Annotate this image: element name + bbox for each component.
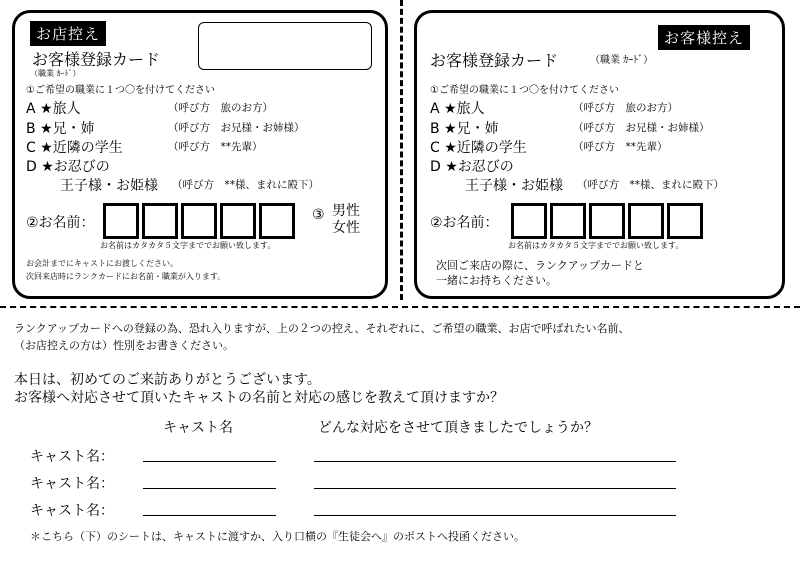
store-footer-line1: お会計までにキャストにお渡しください。 xyxy=(26,259,178,268)
customer-card-instruction: ①ご希望の職業に１つ〇を付けてください xyxy=(430,85,619,96)
customer-job-a-label[interactable]: A ★旅人 xyxy=(430,101,485,117)
customer-footer-line1: 次回ご来店の際に、ランクアップカードと xyxy=(436,259,644,272)
customer-job-c-label[interactable]: C ★近隣の学生 xyxy=(430,140,527,156)
col-header-cast: キャスト名 xyxy=(163,420,233,436)
cast-row-2-response-line[interactable] xyxy=(314,488,676,489)
store-name-box-3[interactable] xyxy=(181,203,217,239)
bottom-instruction-line1: ランクアップカードへの登録の為、恐れ入りますが、上の２つの控え、それぞれに、ご希望の職業、お店で呼ばれたい名前、 xyxy=(14,322,630,335)
customer-job-d-yobi: （呼び方 **様、まれに殿下） xyxy=(577,179,724,191)
bottom-footnote: ＊こちら（下）のシートは、キャストに渡すか、入り口横の『生徒会へ』のポストへ投函ください。 xyxy=(30,530,525,543)
customer-name-box-4[interactable] xyxy=(628,203,664,239)
store-job-b-label[interactable]: B ★兄・姉 xyxy=(26,121,95,137)
store-gender-female[interactable]: 女性 xyxy=(332,220,360,236)
cast-row-3-response-line[interactable] xyxy=(314,515,676,516)
cast-row-1-label: キャスト名： xyxy=(30,449,114,465)
cast-row-1-name-line[interactable] xyxy=(143,461,276,462)
customer-job-c-yobi: （呼び方 **先輩） xyxy=(573,141,668,153)
store-job-b-yobi: （呼び方 お兄様・お姉様） xyxy=(168,122,305,134)
customer-job-d-label-2[interactable]: 王子様・お姫様 xyxy=(465,178,563,194)
store-gender-male[interactable]: 男性 xyxy=(332,203,360,219)
thanks-line1: 本日は、初めてのご来訪ありがとうございます。 xyxy=(14,372,321,388)
store-card-title: お客様登録カード xyxy=(32,50,161,69)
vertical-cut-line xyxy=(400,0,403,300)
cast-row-1-response-line[interactable] xyxy=(314,461,676,462)
cast-row-3-label: キャスト名： xyxy=(30,503,114,519)
customer-job-a-yobi: （呼び方 旅のお方） xyxy=(573,102,678,114)
customer-name-box-3[interactable] xyxy=(589,203,625,239)
store-job-a-label[interactable]: A ★旅人 xyxy=(26,101,81,117)
customer-card-subtitle: （職業 ｶｰﾄﾞ） xyxy=(590,55,654,66)
store-job-a-yobi: （呼び方 旅のお方） xyxy=(168,102,273,114)
store-footer-line2: 次回来店時にランクカードにお名前・職業が入ります。 xyxy=(26,272,226,281)
thanks-line2: お客様へ対応させて頂いたキャストの名前と対応の感じを教えて頂けますか？ xyxy=(14,390,504,406)
customer-card-title: お客様登録カード xyxy=(430,51,559,70)
customer-name-box-1[interactable] xyxy=(511,203,547,239)
store-job-d-label-2[interactable]: 王子様・お姫様 xyxy=(60,178,158,194)
store-name-note: お名前はカタカタ５文字まででお願い致します。 xyxy=(100,241,276,250)
customer-job-b-label[interactable]: B ★兄・姉 xyxy=(430,121,499,137)
cast-row-2-label: キャスト名： xyxy=(30,476,114,492)
bottom-instruction-line2: （お店控えの方は）性別をお書きください。 xyxy=(14,339,234,352)
store-name-box-2[interactable] xyxy=(142,203,178,239)
store-name-box-4[interactable] xyxy=(220,203,256,239)
store-gender-num: ③ xyxy=(312,207,325,223)
customer-footer-line2: 一緒にお持ちください。 xyxy=(436,274,557,287)
store-name-box-5[interactable] xyxy=(259,203,295,239)
store-job-d-yobi: （呼び方 **様、まれに殿下） xyxy=(172,179,319,191)
customer-job-d-label[interactable]: D ★お忍びの xyxy=(430,159,514,175)
customer-job-b-yobi: （呼び方 お兄様・お姉様） xyxy=(573,122,710,134)
store-job-d-label[interactable]: D ★お忍びの xyxy=(26,159,110,175)
cast-row-2-name-line[interactable] xyxy=(143,488,276,489)
customer-name-label: ②お名前： xyxy=(430,215,499,231)
store-card-subtitle: （職業 ｶｰﾄﾞ） xyxy=(30,69,81,78)
store-card-memo-box[interactable] xyxy=(198,22,372,70)
col-header-response: どんな対応をさせて頂きましたでしょうか？ xyxy=(318,420,598,436)
store-name-label: ②お名前： xyxy=(26,215,95,231)
cast-row-3-name-line[interactable] xyxy=(143,515,276,516)
store-name-box-1[interactable] xyxy=(103,203,139,239)
customer-name-box-5[interactable] xyxy=(667,203,703,239)
customer-name-box-2[interactable] xyxy=(550,203,586,239)
customer-name-note: お名前はカタカタ５文字まででお願い致します。 xyxy=(508,241,684,250)
store-job-c-yobi: （呼び方 **先輩） xyxy=(168,141,263,153)
store-card-tag: お店控え xyxy=(30,21,106,46)
customer-card-tag: お客様控え xyxy=(658,25,750,50)
horizontal-cut-line xyxy=(0,306,800,308)
store-card-instruction: ①ご希望の職業に１つ〇を付けてください xyxy=(26,85,215,96)
store-job-c-label[interactable]: C ★近隣の学生 xyxy=(26,140,123,156)
